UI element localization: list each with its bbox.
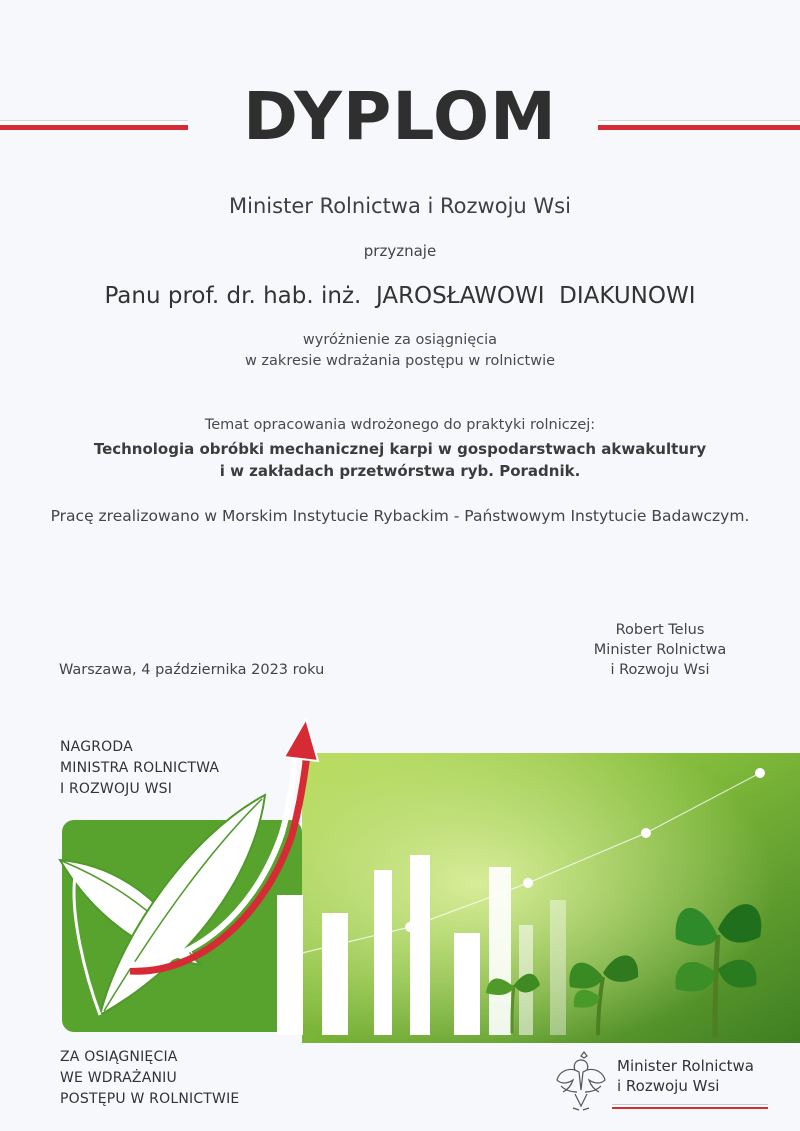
footer-logo-line-1: Minister Rolnictwa (617, 1057, 754, 1075)
polish-eagle-emblem-icon (553, 1050, 609, 1114)
diploma-title: DYPLOM (243, 78, 557, 155)
recipient-name: Panu prof. dr. hab. inż. JAROSŁAWOWI DIAKUNOWI (104, 283, 696, 309)
topic-title-line-1: Technologia obróbki mechanicznej karpi w gospodarstwach akwakultury (93, 440, 707, 458)
signatory-name: Robert Telus (615, 622, 705, 638)
topic-intro: Temat opracowania wdrożonego do praktyki rolniczej: (204, 417, 596, 433)
distinction-line-2: w zakresie wdrażania postępu w rolnictwie (244, 353, 556, 369)
grants-line: przyznaje (363, 242, 437, 260)
award-title-line-3: I ROZWOJU WSI (60, 781, 173, 797)
award-subtitle-line-2: WE WDRAŻANIU (60, 1070, 177, 1086)
award-title-line-1: NAGRODA (60, 739, 133, 755)
award-subtitle-line-3: POSTĘPU W ROLNICTWIE (60, 1091, 240, 1107)
issuer-line: Minister Rolnictwa i Rozwoju Wsi (229, 194, 571, 218)
institution-line: Pracę zrealizowano w Morskim Instytucie Rybackim - Państwowym Instytucie Badawczym. (50, 507, 750, 525)
signatory-role-line-1: Minister Rolnictwa (593, 642, 727, 658)
award-title-line-2: MINISTRA ROLNICTWA (60, 760, 220, 776)
footer-logo-line-2: i Rozwoju Wsi (617, 1077, 720, 1095)
award-subtitle-line-1: ZA OSIĄGNIĘCIA (60, 1049, 178, 1065)
signatory-role-line-2: i Rozwoju Wsi (610, 662, 710, 678)
place-and-date: Warszawa, 4 października 2023 roku (59, 662, 325, 678)
footer-flag-line (612, 1104, 768, 1109)
distinction-line-1: wyróżnienie za osiągnięcia (302, 332, 498, 348)
topic-title-line-2: i w zakładach przetwórstwa ryb. Poradnik. (219, 462, 581, 480)
